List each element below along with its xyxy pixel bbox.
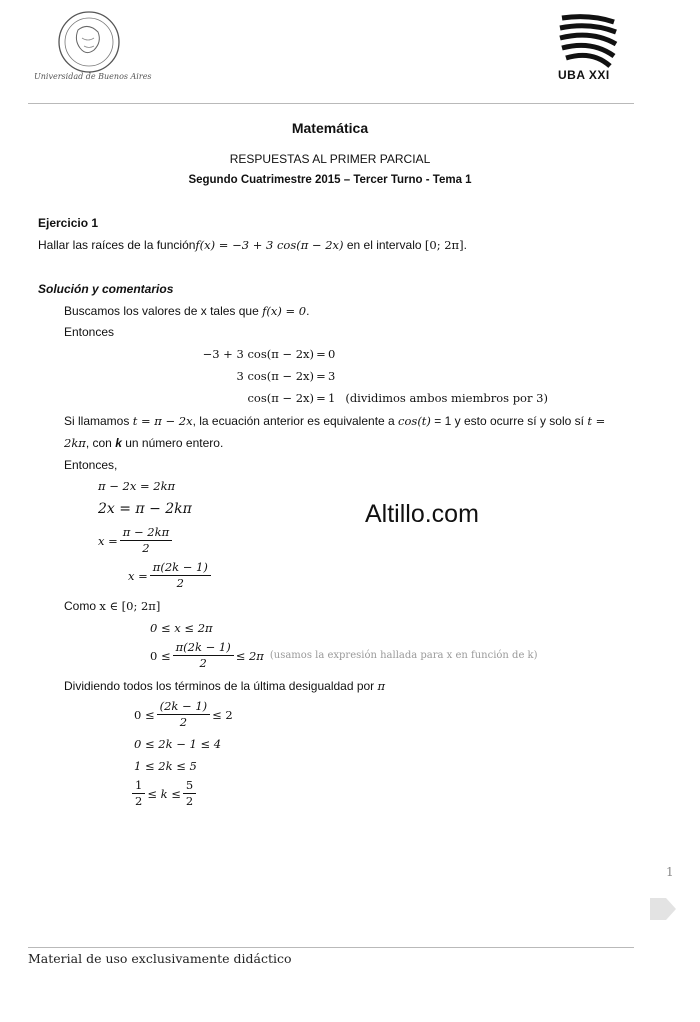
- exercise-statement: [38, 238, 467, 252]
- exercise-heading: Ejercicio 1: [38, 216, 99, 230]
- como-line: [64, 599, 160, 613]
- substitution-line: [64, 414, 605, 428]
- step-3: [98, 526, 174, 555]
- fraction-lhs: x =: [128, 568, 148, 583]
- fraction-numerator: 1: [132, 779, 145, 794]
- equation-rhs: 3: [328, 369, 336, 383]
- header-rule: [28, 103, 634, 104]
- fraction-denominator: 2: [176, 576, 184, 590]
- statement-text: Hallar las raíces de la función: [38, 238, 196, 252]
- divided-inequality-2: 0 ≤ 2k − 1 ≤ 4: [134, 737, 222, 751]
- university-text: Universidad de Buenos Aires: [34, 72, 152, 81]
- solution-text: un número entero.: [121, 436, 224, 450]
- fraction-denominator: 2: [142, 541, 150, 555]
- page-arrow-icon: [648, 896, 678, 927]
- equation-row: 3 cos(π − 2x) = 3: [150, 365, 548, 387]
- footer-rule: [28, 947, 634, 948]
- fraction: [120, 526, 172, 555]
- statement-text: .: [463, 238, 467, 252]
- equation-note: (dividimos ambos miembros por 3): [345, 391, 548, 405]
- fraction-denominator: 2: [179, 715, 188, 729]
- math-expression: π: [377, 679, 386, 693]
- math-expression: 2kπ: [64, 436, 86, 450]
- uba-xxi-stripes-icon: [556, 14, 622, 68]
- fraction: [157, 700, 211, 729]
- inequality-rhs: ≤ 2π: [235, 648, 264, 663]
- fraction-numerator: π − 2kπ: [120, 526, 172, 541]
- step-4: [128, 561, 213, 590]
- equation-block: [150, 343, 548, 409]
- solution-text: Si llamamos: [64, 414, 133, 428]
- uba-seal-logo: [34, 8, 152, 86]
- entonces-label: Entonces,: [64, 458, 118, 472]
- fraction-denominator: 2: [199, 656, 207, 670]
- fraction-denominator: 2: [135, 794, 143, 808]
- fraction-denominator: 2: [185, 794, 194, 808]
- subject-title: Matemática: [291, 120, 369, 136]
- solution-text: , la ecuación anterior es equivalente a: [192, 414, 399, 428]
- function-expression: f(x) = −3 + 3 cos(π − 2x): [195, 238, 344, 252]
- solution-text: .: [306, 304, 310, 318]
- divided-inequality-3: 1 ≤ 2k ≤ 5: [134, 759, 197, 773]
- step-1: π − 2x = 2kπ: [98, 479, 176, 493]
- fraction-numerator: π(2k − 1): [150, 561, 211, 576]
- inequality-note: (usamos la expresión hallada para x en función de k): [269, 650, 538, 661]
- math-expression: f(x) = 0: [262, 304, 307, 318]
- substitution-line-2: [64, 436, 223, 450]
- entonces-label: Entonces: [64, 325, 115, 339]
- uba-xxi-logo: [556, 14, 622, 84]
- solution-text: Como: [64, 599, 100, 613]
- solution-text: = 1 y esto ocurre sí y solo sí: [430, 414, 588, 428]
- math-expression: t =: [587, 414, 606, 428]
- fraction: [173, 641, 234, 670]
- k-variable: k: [115, 436, 122, 450]
- equation-lhs: cos(π − 2x): [247, 391, 314, 405]
- fraction: [183, 779, 196, 808]
- inequality-lhs: 0 ≤: [150, 648, 171, 663]
- fraction-numerator: π(2k − 1): [173, 641, 234, 656]
- equation-row: cos(π − 2x) = 1 (dividimos ambos miembros por 3): [150, 387, 548, 409]
- solution-text: Dividiendo todos los términos de la última desigualdad por: [64, 679, 378, 693]
- page-number: 1: [666, 865, 674, 879]
- equation-rhs: 0: [328, 347, 336, 361]
- equation-lhs: 3 cos(π − 2x): [236, 369, 314, 383]
- solution-text: , con: [85, 436, 116, 450]
- equation-row: −3 + 3 cos(π − 2x) = 0: [150, 343, 548, 365]
- equation-lhs: −3 + 3 cos(π − 2x): [202, 347, 314, 361]
- fraction: [132, 779, 145, 808]
- footer-text: Material de uso exclusivamente didáctico: [28, 951, 292, 966]
- doc-title: RESPUESTAS AL PRIMER PARCIAL: [229, 152, 431, 166]
- solution-heading: Solución y comentarios: [38, 282, 174, 296]
- watermark: Altillo.com: [365, 500, 479, 528]
- doc-subtitle: Segundo Cuatrimestre 2015 – Tercer Turno - Tema 1: [188, 174, 472, 186]
- math-expression: x ∈ [0; 2π]: [99, 599, 161, 613]
- math-expression: cos(t): [398, 414, 431, 428]
- equation-rhs: 1: [328, 391, 336, 405]
- inequality-rhs: ≤ 2: [212, 707, 233, 722]
- brand-label: UBA XXI: [558, 68, 610, 82]
- solution-text: Buscamos los valores de x tales que: [64, 304, 263, 318]
- interval-expression: [0; 2π]: [424, 238, 464, 252]
- math-expression: t = π − 2x: [132, 414, 193, 428]
- dividing-line: [64, 679, 385, 693]
- fraction: [150, 561, 211, 590]
- inequality-2: [150, 641, 538, 670]
- inequality-middle: ≤ k ≤: [147, 786, 181, 801]
- inequality-lhs: 0 ≤: [134, 707, 155, 722]
- fraction-numerator: 5: [183, 779, 196, 794]
- statement-text: en el intervalo: [343, 238, 425, 252]
- step-2: 2x = π − 2kπ: [98, 501, 192, 517]
- final-inequality: [130, 779, 198, 808]
- divided-inequality-1: [134, 700, 233, 729]
- fraction-lhs: x =: [98, 533, 118, 548]
- inequality-1: 0 ≤ x ≤ 2π: [150, 621, 213, 635]
- solution-line-1: [64, 304, 309, 318]
- fraction-numerator: (2k − 1): [157, 700, 211, 715]
